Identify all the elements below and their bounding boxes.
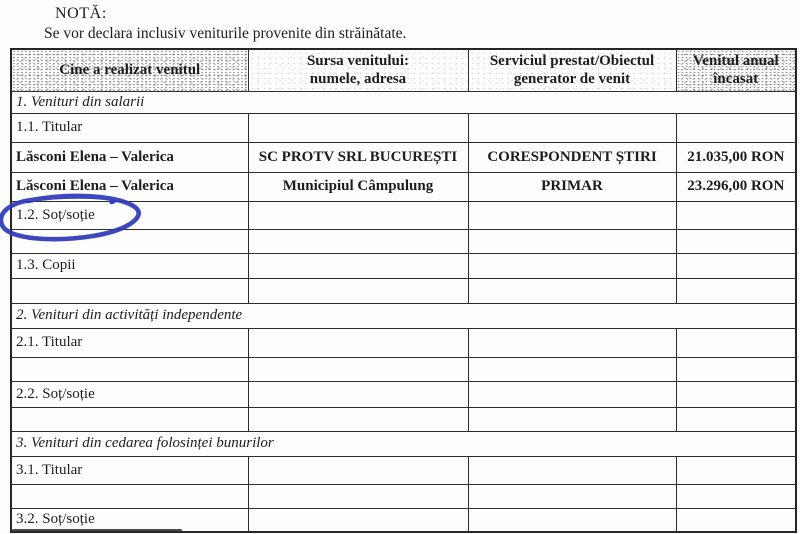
table-row	[11, 142, 796, 172]
empty-cell	[248, 407, 468, 431]
empty-cell	[676, 278, 796, 303]
table-row	[11, 484, 796, 508]
table-row	[11, 172, 796, 201]
empty-cell	[676, 456, 796, 484]
section-row-label: 3. Venituri din cedarea folosinței bunurilor	[11, 431, 796, 456]
empty-cell	[676, 253, 796, 278]
empty-cell	[468, 328, 676, 357]
empty-cell	[468, 508, 676, 532]
annual-income: 23.296,00 RON	[676, 172, 796, 201]
empty-cell	[468, 484, 676, 508]
table-row	[11, 229, 796, 253]
scan-artifact-line	[12, 529, 182, 532]
table-row	[11, 303, 796, 328]
section-row-label: 2. Venituri din activități independente	[11, 303, 796, 328]
empty-cell	[248, 484, 468, 508]
empty-cell	[248, 456, 468, 484]
column-header-annual-income: Venitul anual încasat	[676, 49, 796, 91]
income-source: Municipiul Câmpulung	[248, 172, 468, 201]
empty-cell	[248, 278, 468, 303]
table-row	[11, 253, 796, 278]
empty-cell	[248, 253, 468, 278]
empty-cell	[11, 357, 248, 381]
empty-cell	[676, 407, 796, 431]
column-header-service: Serviciul prestat/Obiectul generator de venit	[468, 49, 676, 91]
empty-cell	[468, 381, 676, 407]
income-source: SC PROTV SRL BUCUREȘTI	[248, 142, 468, 172]
row-label: 3.2. Soț/soție	[11, 508, 248, 532]
note-heading: NOTĂ:	[55, 5, 107, 22]
row-label: 3.1. Titular	[11, 456, 248, 484]
empty-cell	[248, 201, 468, 229]
empty-cell	[468, 278, 676, 303]
table-row	[11, 357, 796, 381]
empty-cell	[468, 201, 676, 229]
section-row-label: 1. Venituri din salarii	[11, 91, 796, 113]
empty-cell	[468, 253, 676, 278]
row-label: 1.3. Copii	[11, 253, 248, 278]
table-header-row	[11, 49, 796, 91]
empty-cell	[248, 328, 468, 357]
empty-cell	[248, 508, 468, 532]
table-row	[11, 431, 796, 456]
row-label: 2.2. Soț/soție	[11, 381, 248, 407]
empty-cell	[248, 113, 468, 142]
income-earner: Lăsconi Elena – Valerica	[11, 172, 248, 201]
annual-income: 21.035,00 RON	[676, 142, 796, 172]
empty-cell	[676, 381, 796, 407]
service-provided: CORESPONDENT ȘTIRI	[468, 142, 676, 172]
column-header-earner: Cine a realizat venitul	[11, 49, 248, 91]
empty-cell	[676, 113, 796, 142]
table-row	[11, 407, 796, 431]
table-row	[11, 113, 796, 142]
income-declaration-table	[10, 48, 797, 533]
empty-cell	[468, 456, 676, 484]
empty-cell	[676, 229, 796, 253]
table-row	[11, 328, 796, 357]
empty-cell	[468, 357, 676, 381]
empty-cell	[676, 357, 796, 381]
service-provided: PRIMAR	[468, 172, 676, 201]
row-label: 1.1. Titular	[11, 113, 248, 142]
table-row	[11, 91, 796, 113]
empty-cell	[248, 357, 468, 381]
empty-cell	[676, 484, 796, 508]
table-row-circled	[11, 201, 796, 229]
empty-cell	[676, 508, 796, 532]
empty-cell	[468, 229, 676, 253]
empty-cell	[676, 328, 796, 357]
note-subtitle: Se vor declara inclusiv veniturile provenite din străinătate.	[44, 25, 407, 42]
empty-cell	[11, 229, 248, 253]
empty-cell	[11, 278, 248, 303]
column-header-source: Sursa venitului: numele, adresa	[248, 49, 468, 91]
empty-cell	[676, 201, 796, 229]
row-label: 1.2. Soț/soție	[11, 201, 248, 229]
empty-cell	[468, 407, 676, 431]
empty-cell	[11, 484, 248, 508]
table-row	[11, 278, 796, 303]
empty-cell	[11, 407, 248, 431]
empty-cell	[468, 113, 676, 142]
empty-cell	[248, 229, 468, 253]
row-label: 2.1. Titular	[11, 328, 248, 357]
table-row	[11, 456, 796, 484]
table-row	[11, 381, 796, 407]
income-earner: Lăsconi Elena – Valerica	[11, 142, 248, 172]
empty-cell	[248, 381, 468, 407]
